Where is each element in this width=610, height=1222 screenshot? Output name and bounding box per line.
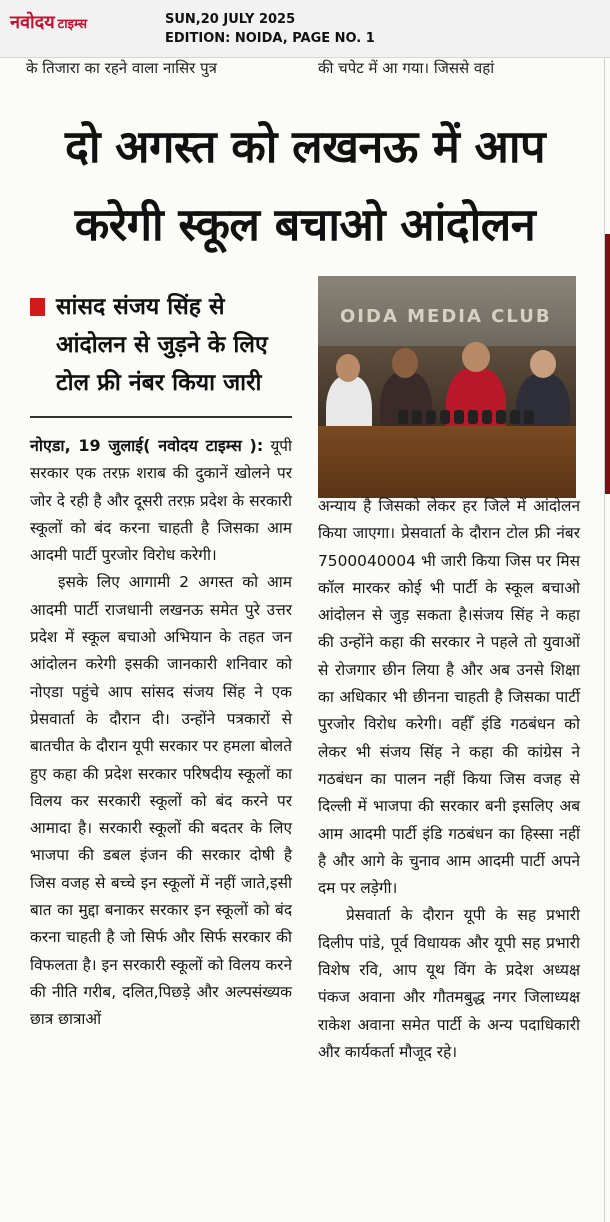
mic-icon [440,410,450,424]
mic-icon [510,410,520,424]
media-club-banner: OIDA MEDIA CLUB [318,276,576,346]
edition-line: EDITION: NOIDA, PAGE NO. 1 [165,31,375,46]
column-divider [604,58,605,1222]
article-paragraph [30,432,292,569]
headline-line-1: दो अगस्त को लखनऊ में आप [64,120,546,173]
dateline: नोएडा, 19 जुलाई( नवोदय टाइम्स ): [30,436,264,455]
red-bullet-icon [30,298,45,316]
cut-text-left: के तिजारा का रहने वाला नासिर पुत्र [26,59,217,77]
mic-icon [398,410,408,424]
cut-text-right: की चपेट में आ गया। जिससे वहां [318,59,495,77]
press-table [318,426,576,498]
press-conference-photo [318,276,576,498]
mic-icon [454,410,464,424]
newspaper-page [0,58,610,1222]
subhead-line-1: सांसद संजय सिंह से [56,294,225,320]
paragraph-text: यूपी सरकार एक तरफ़ शराब की दुकानें खोलने पर जोर दे रही है और दूसरी तरफ़ प्रदेश के सरकारी स्कूलों को बंद करना चाहती है जिसका आम आदमी पार्टी पुरजोर विरोध करेगी। [30,437,292,565]
person-head [530,350,556,378]
microphones [398,410,548,424]
edition-info [165,10,375,48]
subhead-divider [30,416,292,418]
mic-icon [468,410,478,424]
mic-icon [412,410,422,424]
page-header [0,0,610,58]
newspaper-logo[interactable] [10,10,87,34]
article-paragraph: प्रेसवार्ता के दौरान यूपी के सह प्रभारी दिलीप पांडे, पूर्व विधायक और यूपी सह प्रभारी विशेष रवि, आप यूथ विंग के प्रदेश अध्यक्ष पंकज अवाना और गौतमबुद्ध नगर जिलाध्यक्ष राकेश अवाना समेत पार्टी के अन्य पदाधिकारी और कार्यकर्ता मौजूद रहे। [318,906,580,1061]
person-head [336,354,360,382]
article-subhead [30,288,292,402]
mic-icon [482,410,492,424]
date-line: SUN,20 JULY 2025 [165,12,296,27]
mic-icon [496,410,506,424]
article-headline [20,108,590,264]
mic-icon [524,410,534,424]
headline-line-2: करेगी स्कूल बचाओ आंदोलन [74,198,536,251]
subhead-line-3: टोल फ्री नंबर किया जारी [56,370,262,396]
logo-main-text: नवोदय [10,12,55,33]
subhead-line-2: आंदोलन से जुड़ने के लिए [56,332,268,358]
article-column-left [30,432,292,1034]
person-head [392,348,418,378]
article-column-right [318,493,580,1066]
article-paragraph: इसके लिए आगामी 2 अगस्त को आम आदमी पार्टी राजधानी लखनऊ समेत पुरे उत्तर प्रदेश में स्कूल बचाओ अभियान के तहत जन आंदोलन करेगी इसकी जानकारी शनिवार को नोएडा पहुंचे आप सांसद संजय सिंह ने एक प्रेसवार्ता के दौरान दी। उन्होंने पत्रकारों से बातचीत के दौरान यूपी सरकार पर हमला बोलते हुए कहा की प्रदेश सरकार परिषदीय स्कूलों का विलय कर सरकारी स्कूलों को बंद करने पर आमादा है। सरकारी स्कूलों की बदतर के लिए भाजपा की डबल इंजन की सरकार दोषी है जिस वजह से बच्चे इन स्कूलों में नहीं जाते,इसी बात का मुद्दा बनाकर सरकार इन स्कूलों को बंद करना चाहती है जो सिर्फ और सिर्फ सरकार की विफलता है। इन सरकारी स्कूलों को विलय करने की नीति गरीब, दलित,पिछड़े और अल्पसंख्यक छात्र छात्राओं [30,573,292,1029]
logo-sub-text: टाइम्स [57,17,87,32]
mic-icon [426,410,436,424]
article-paragraph: अन्याय है जिसको लेकर हर जिले में आंदोलन किया जाएगा। प्रेसवार्ता के दौरान टोल फ्री नंबर 7500040004 भी जारी किया जिस पर मिस कॉल मारकर कोई भी पार्टी के स्कूल बचाओ आंदोलन से जुड़ सकता है।संजय सिंह ने कहा की उन्होंने कहा की सरकार ने पहले तो युवाओं से रोजगार छीन लिया है और अब उनसे शिक्षा का अधिकार भी छीनना चाहती है जिसका पार्टी पुरजोर विरोध करेगी। वहीँ इंडि गठबंधन को लेकर भी संजय सिंह ने कहा की कांग्रेस ने गठबंधन का पालन नहीं किया जिस वजह से दिल्ली में भाजपा की सरकार बनी इसलिए अब आम आदमी पार्टी इंडि गठबंधन का हिस्सा नहीं है और आगे के चुनाव आम आदमी पार्टी अपने दम पर लड़ेगी। [318,497,580,898]
person-head [462,342,490,372]
